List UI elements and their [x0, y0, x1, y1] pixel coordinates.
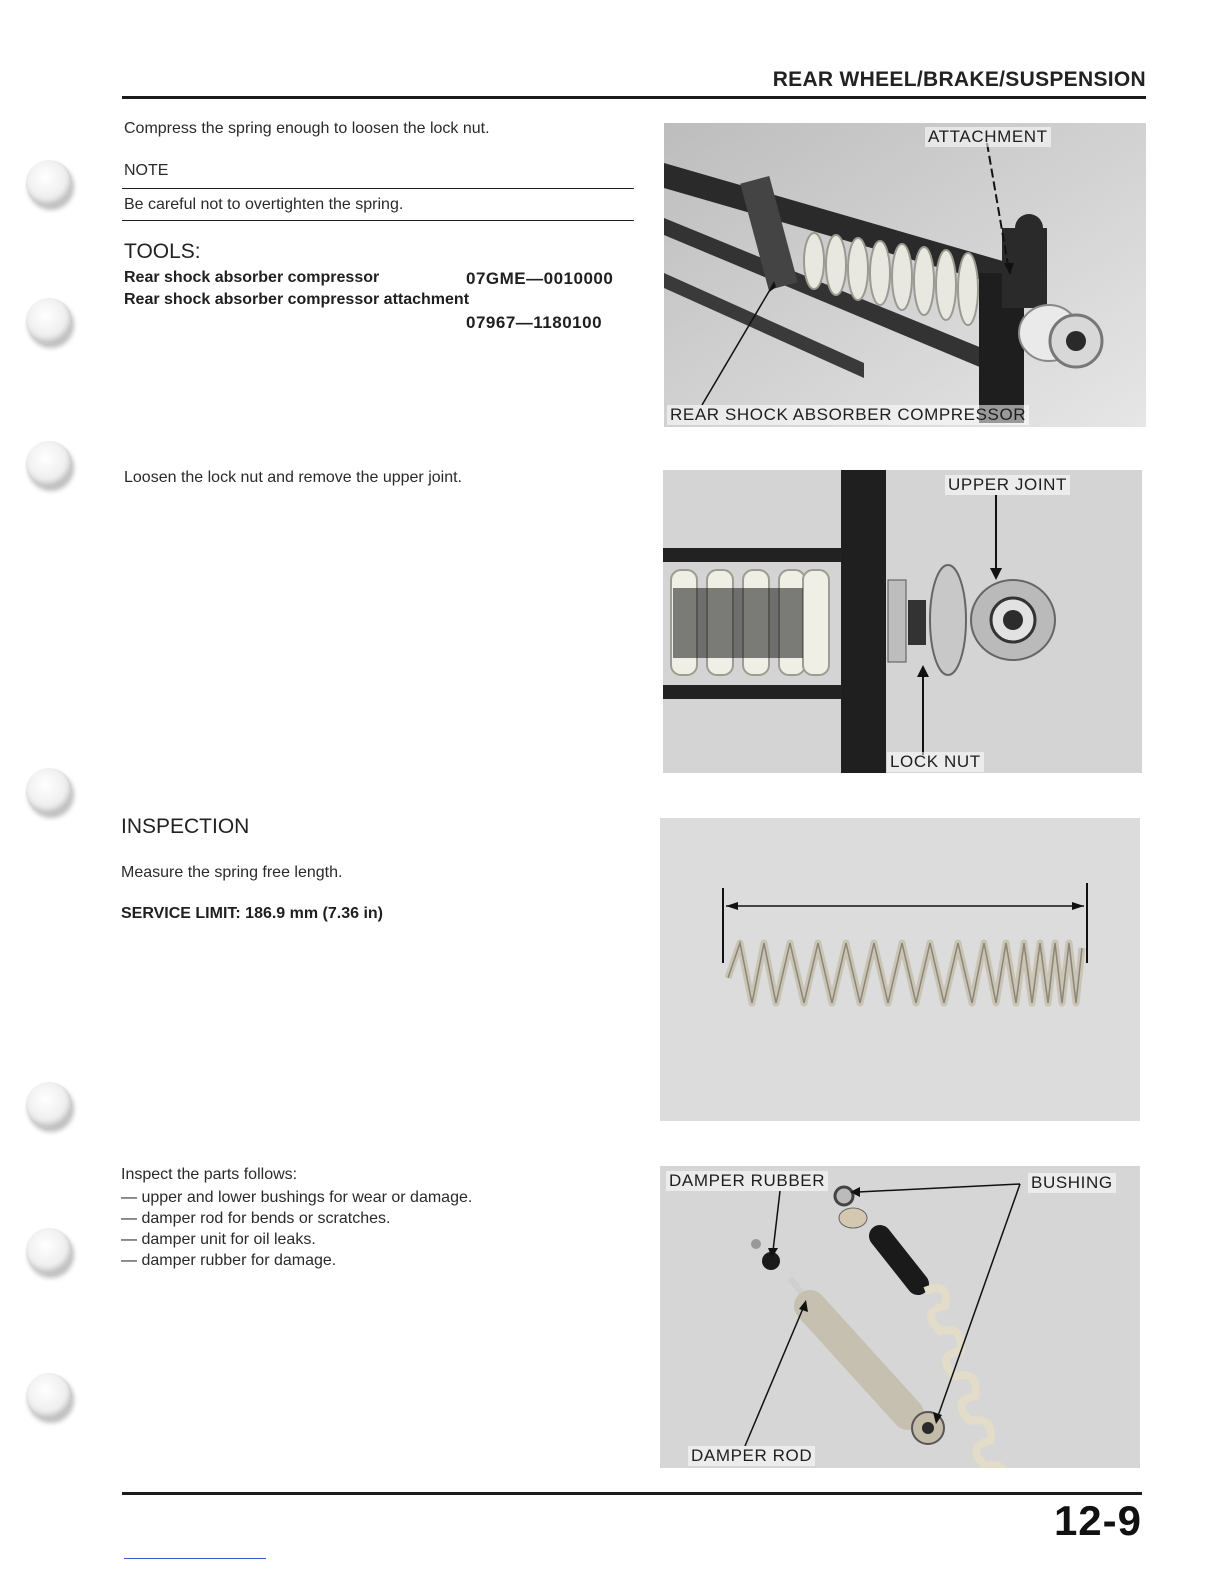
label-attachment: ATTACHMENT: [925, 127, 1051, 147]
figure-shock-parts-photo: [660, 1166, 1140, 1468]
section-title: REAR WHEEL/BRAKE/SUSPENSION: [772, 68, 1146, 91]
footer-rule: [122, 1492, 1142, 1495]
footer-link-underline: [124, 1558, 266, 1559]
label-rear-shock-absorber-compressor: REAR SHOCK ABSORBER COMPRESSOR: [667, 405, 1029, 425]
hole-punch-3: [26, 441, 72, 487]
label-lock-nut: LOCK NUT: [887, 752, 984, 772]
tool-1-name: Rear shock absorber compressor: [124, 269, 380, 286]
tool-1-part-number: 07GME—0010000: [466, 269, 614, 288]
service-limit: SERVICE LIMIT: 186.9 mm (7.36 in): [121, 905, 384, 922]
upper-joint-illustration: [663, 470, 1142, 773]
note-rule-top: [122, 188, 634, 189]
list-item: — damper rod for bends or scratches.: [121, 1208, 472, 1229]
hole-punch-1: [26, 160, 72, 206]
hole-punch-5: [26, 1082, 72, 1128]
header-rule: [122, 96, 1146, 99]
note-text: Be careful not to overtighten the spring.: [124, 196, 404, 213]
hole-punch-4: [26, 768, 72, 814]
figure-spring-photo: [660, 818, 1140, 1121]
step1-instruction: Compress the spring enough to loosen the lock nut.: [124, 120, 490, 137]
inspection-instruction: Measure the spring free length.: [121, 864, 343, 881]
inspect-parts-list: [121, 1187, 472, 1271]
spring-illustration: [660, 818, 1140, 1121]
note-rule-bottom: [122, 220, 634, 221]
label-bushing: BUSHING: [1028, 1173, 1116, 1193]
hole-punch-6: [26, 1228, 72, 1274]
tool-2-part-number: 07967—1180100: [466, 313, 603, 332]
label-damper-rubber: DAMPER RUBBER: [666, 1171, 828, 1191]
label-upper-joint: UPPER JOINT: [945, 475, 1070, 495]
step2-instruction: Loosen the lock nut and remove the upper joint.: [124, 469, 462, 486]
shock-parts-illustration: [660, 1166, 1140, 1468]
figure-compressor-photo: [664, 123, 1146, 427]
tool-2-name: Rear shock absorber compressor attachment: [124, 291, 470, 308]
note-label: NOTE: [124, 162, 169, 179]
hole-punch-2: [26, 298, 72, 344]
tools-heading: TOOLS:: [124, 240, 201, 263]
list-item: — damper rubber for damage.: [121, 1250, 472, 1271]
inspection-heading: INSPECTION: [121, 815, 250, 838]
page-number: 12-9: [1053, 1497, 1142, 1544]
inspect-parts-intro: Inspect the parts follows:: [121, 1166, 298, 1183]
hole-punch-7: [26, 1373, 72, 1419]
label-damper-rod: DAMPER ROD: [688, 1446, 815, 1466]
figure-upper-joint-photo: [663, 470, 1142, 773]
compressor-illustration: [664, 123, 1146, 427]
list-item: — upper and lower bushings for wear or damage.: [121, 1187, 472, 1208]
list-item: — damper unit for oil leaks.: [121, 1229, 472, 1250]
